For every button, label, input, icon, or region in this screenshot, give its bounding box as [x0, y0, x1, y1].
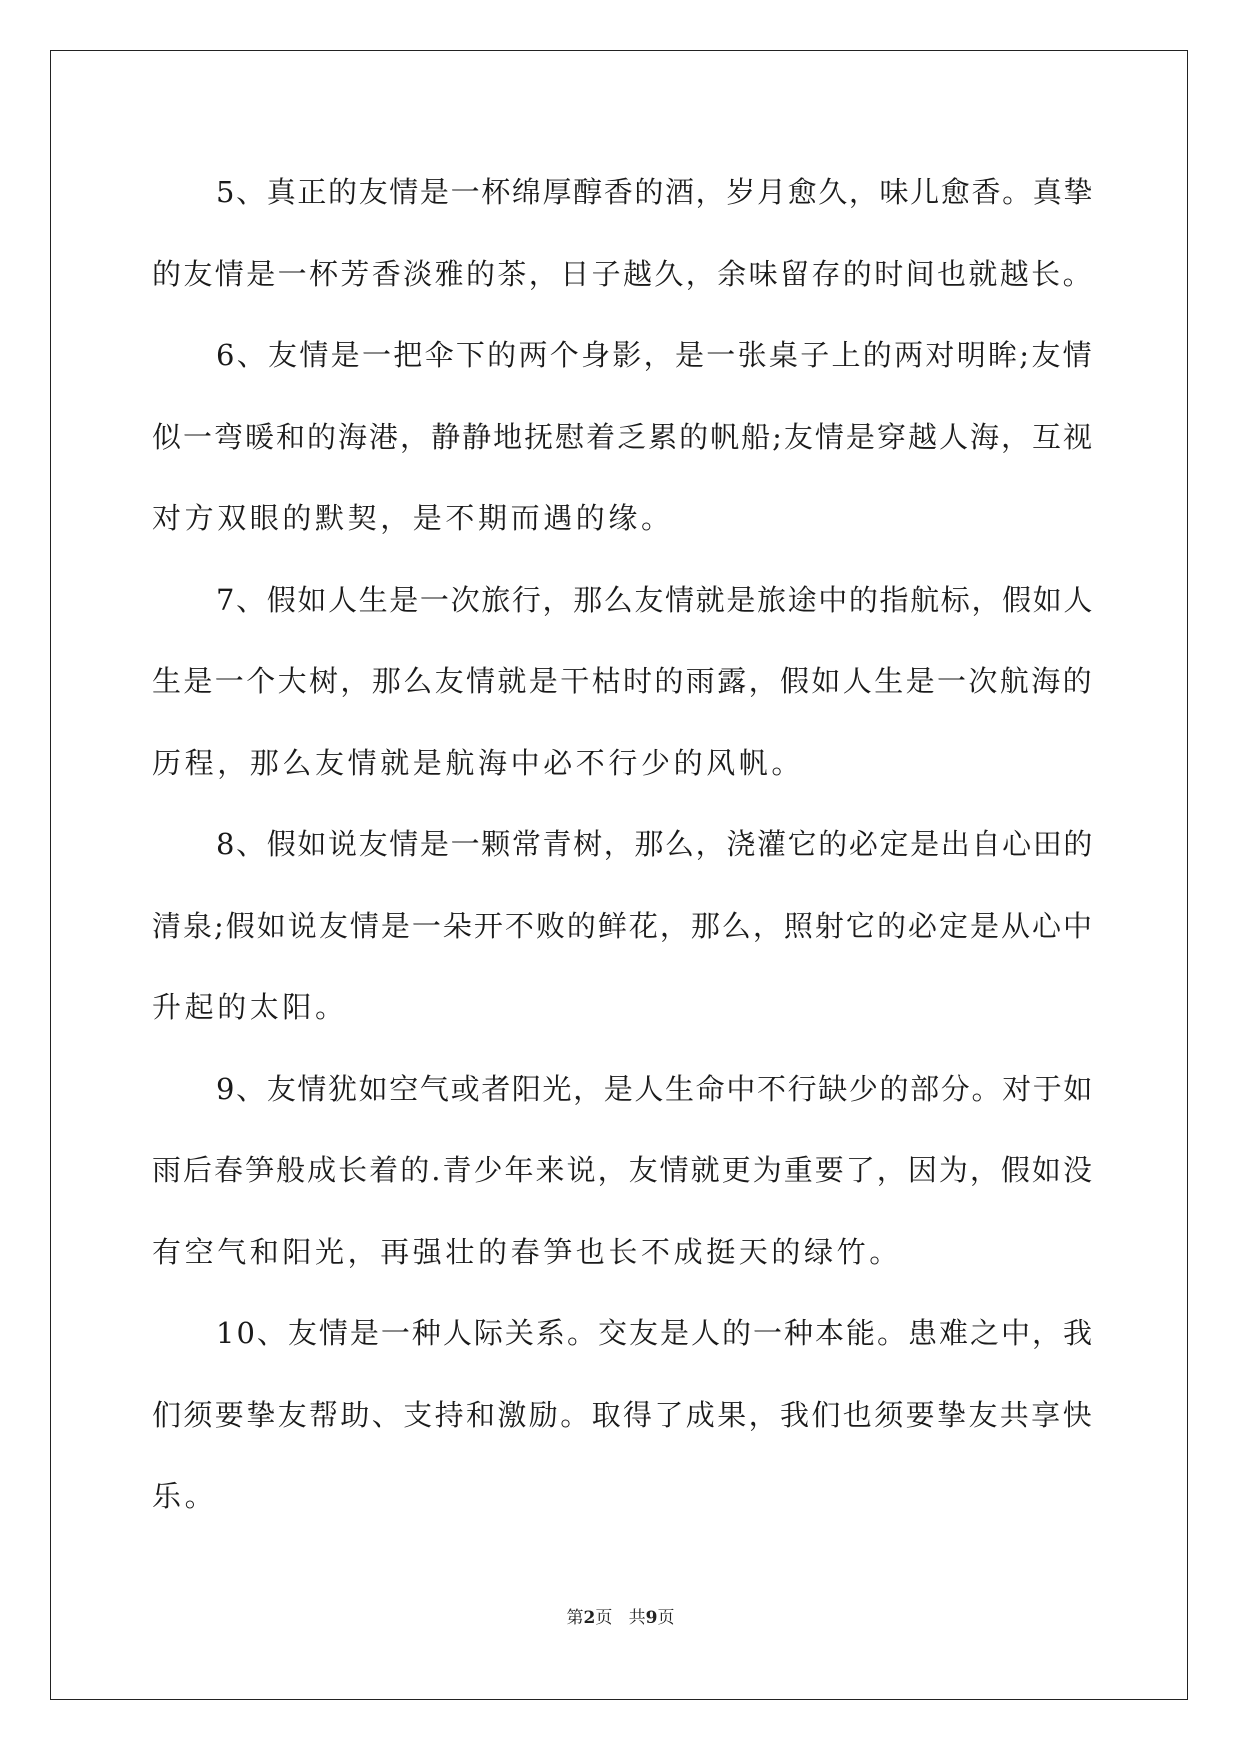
paragraph-10	[152, 1293, 1094, 1538]
total-pages: 9	[645, 1608, 658, 1628]
paragraph-line: 雨后春笋般成长着的.青少年来说，友情就更为重要了，因为，假如没	[152, 1153, 1094, 1187]
paragraph-5	[152, 152, 1094, 315]
paragraph-line: 有空气和阳光，再强壮的春笋也长不成挺天的绿竹。	[152, 1234, 902, 1269]
paragraph-9	[152, 1049, 1094, 1294]
paragraph-line: 生是一个大树，那么友情就是干枯时的雨露，假如人生是一次航海的	[152, 664, 1094, 698]
paragraph-line: 清泉;假如说友情是一朵开不败的鲜花，那么，照射它的必定是从心中	[152, 908, 1094, 943]
paragraph-6	[152, 315, 1094, 560]
paragraph-line: 10、友情是一种人际关系。交友是人的一种本能。患难之中，我	[216, 1316, 1094, 1350]
paragraph-line: 历程，那么友情就是航海中必不行少的风帆。	[152, 745, 805, 780]
paragraph-line: 乐。	[152, 1479, 218, 1513]
page-prefix: 第	[566, 1608, 584, 1628]
total-prefix: 共	[628, 1608, 646, 1628]
document-body	[152, 152, 1094, 1538]
paragraph-line: 升起的太阳。	[152, 990, 348, 1024]
paragraph-line: 9、友情犹如空气或者阳光，是人生命中不行缺少的部分。对于如	[216, 1071, 1094, 1106]
paragraph-line: 们须要挚友帮助、支持和激励。取得了成果，我们也须要挚友共享快	[152, 1397, 1094, 1432]
paragraph-line: 6、友情是一把伞下的两个身影，是一张桌子上的两对明眸;友情	[216, 338, 1094, 372]
page-number: 2	[583, 1608, 596, 1628]
paragraph-line: 的友情是一杯芳香淡雅的茶，日子越久，余味留存的时间也就越长。	[152, 256, 1094, 291]
paragraph-line: 8、假如说友情是一颗常青树，那么，浇灌它的必定是出自心田的	[216, 827, 1094, 861]
paragraph-line: 7、假如人生是一次旅行，那么友情就是旅途中的指航标，假如人	[216, 582, 1094, 617]
paragraph-line: 对方双眼的默契，是不期而遇的缘。	[152, 501, 674, 535]
paragraph-line: 似一弯暖和的海港，静静地抚慰着乏累的帆船;友情是穿越人海，互视	[152, 419, 1094, 454]
page-footer	[0, 1603, 1241, 1628]
paragraph-8	[152, 804, 1094, 1049]
total-suffix: 页	[657, 1608, 675, 1628]
paragraph-line: 5、真正的友情是一杯绵厚醇香的酒，岁月愈久，味儿愈香。真挚	[216, 175, 1094, 209]
page-suffix: 页	[595, 1608, 613, 1628]
paragraph-7	[152, 560, 1094, 805]
